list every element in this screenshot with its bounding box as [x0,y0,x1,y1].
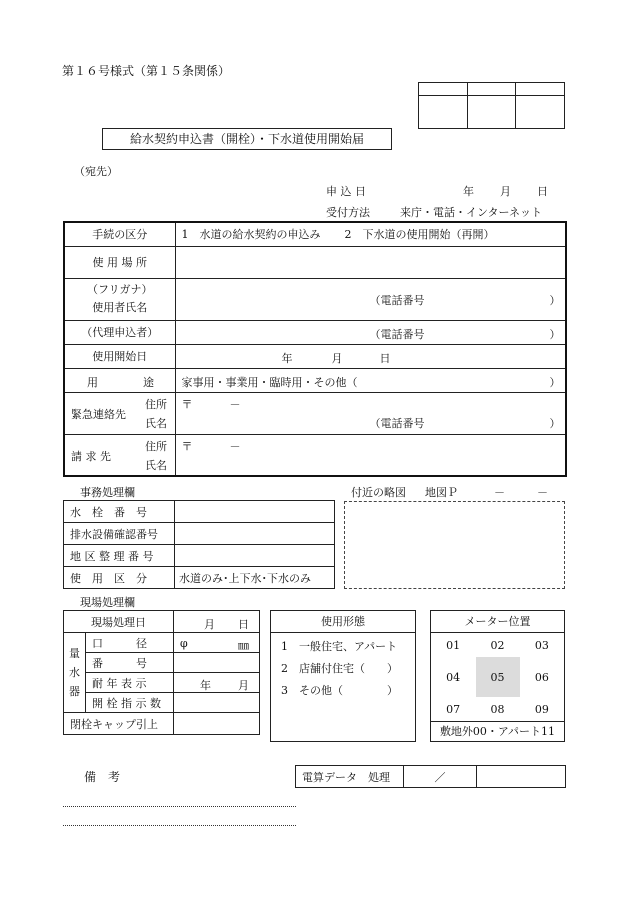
meter-position-footer: 敷地外00・アパート11 [431,721,564,742]
procedure-option-1: 1 水道の給水契約の申込み [181,228,321,242]
emergency-field[interactable] [175,392,566,434]
caliber-unit: ㎜ [238,639,249,652]
emergency-phone-close: ） [549,416,561,430]
field-heading: 現場処理欄 [80,596,135,609]
meter-number-label: 番 号 [86,653,174,673]
start-date-label: 使用開始日 [64,344,175,368]
meter-position-heading: メーター位置 [431,611,564,633]
usage-form-option-3[interactable]: 3 その他（ ） [281,684,398,697]
field-date-month: 月 [204,618,215,631]
procedure-label: 手続の区分 [64,222,175,246]
stamp-cell [419,96,468,129]
office-row-value[interactable] [175,523,335,545]
addressee: （宛先） [74,165,118,178]
meter-number-value[interactable] [174,653,260,673]
stamp-cell [419,83,468,96]
caliber-phi: φ [180,637,188,650]
field-date-label: 現場処理日 [64,611,174,633]
phone-close: ） [549,293,561,307]
stamp-cell [516,96,565,129]
usage-form-heading: 使用形態 [271,611,415,633]
stamp-cell [467,83,516,96]
meter-pos-cell[interactable]: 06 [534,670,549,684]
map-dash-1: － [494,486,505,499]
reception-label: 受付方法 [326,206,370,219]
billing-label-cell [64,434,175,476]
office-heading: 事務処理欄 [80,486,135,499]
office-row-label: 排水設備確認番号 [64,523,175,545]
remarks-line[interactable] [63,825,296,826]
form-number: 第１６号様式（第１５条関係） [62,64,231,78]
map-page-label: 地図Ｐ [425,486,458,499]
billing-postal-dash: － [229,439,241,453]
open-count-value[interactable] [174,693,260,713]
emergency-postal-dash: － [229,397,241,411]
open-count-label: 開 栓 指 示 数 [86,693,174,713]
proxy-phone-close: ） [549,327,561,341]
billing-name-label: 氏名 [145,458,167,472]
meter-pos-cell[interactable]: 03 [534,638,549,652]
phone-label: （電話番号 [369,293,425,307]
lifetime-value[interactable] [174,673,260,693]
office-table [63,500,335,589]
meter-pos-cell[interactable]: 05 [490,670,505,684]
office-row-label: 水 栓 番 号 [64,501,175,523]
cap-label: 閉栓キャップ引上 [64,713,174,735]
apply-date-label: 申 込 日 [326,185,366,198]
computer-data-slash[interactable]: ／ [404,766,477,788]
purpose-label-a: 用 [87,375,98,389]
lifetime-year: 年 [200,679,211,692]
reception-methods: 来庁・電話・インターネット [400,206,543,219]
usage-form-option-1[interactable]: 1 一般住宅、アパート [281,640,398,653]
location-label: 使 用 場 所 [64,246,175,278]
emergency-postal: 〒 [181,397,193,411]
billing-field[interactable] [175,434,566,476]
office-row-value[interactable] [175,501,335,523]
meter-position-grid [431,633,564,721]
stamp-table [418,82,565,129]
proxy-phone-label: （電話番号 [369,327,425,341]
user-name-label: 使用者氏名 [92,301,148,314]
form-title: 給水契約申込書（開栓）・下水道使用開始届 [102,128,392,150]
emergency-phone-label: （電話番号 [369,416,425,430]
field-date-day: 日 [238,618,249,631]
cap-value[interactable] [174,713,260,735]
computer-data-value[interactable] [477,766,566,788]
office-row-value[interactable] [175,545,335,567]
proxy-field[interactable] [175,320,566,344]
billing-address-label: 住所 [145,439,167,453]
billing-postal: 〒 [181,439,193,453]
remarks-label: 備 考 [84,770,121,784]
caliber-label: 口 径 [86,633,174,653]
purpose-options: 家事用・事業用・臨時用・その他（ [181,375,358,389]
procedure-option-2: 2 下水道の使用開始（再開） [344,228,495,242]
start-month: 月 [331,351,343,365]
field-table [63,610,260,735]
stamp-cell [516,83,565,96]
emergency-address-label: 住所 [145,397,167,411]
user-name-label-cell [64,278,175,320]
furigana-label: （フリガナ） [87,283,153,296]
billing-label: 請 求 先 [71,449,111,463]
meter-pos-cell[interactable]: 08 [490,702,505,716]
meter-pos-cell[interactable]: 04 [446,670,461,684]
office-row-label: 使 用 区 分 [64,567,175,589]
computer-data-label: 電算データ 処理 [296,766,404,788]
purpose-close: ） [549,375,561,389]
office-row-label: 地 区 整 理 番 号 [64,545,175,567]
meter-position-box [430,610,565,742]
start-date-field[interactable] [175,344,566,368]
apply-month: 月 [500,185,511,198]
lifetime-month: 月 [238,679,249,692]
emergency-label-cell [64,392,175,434]
meter-pos-cell[interactable]: 02 [490,638,505,652]
stamp-cell [467,96,516,129]
meter-pos-cell[interactable]: 09 [534,702,549,716]
meter-pos-cell[interactable]: 01 [446,638,461,652]
emergency-label: 緊急連絡先 [71,407,126,421]
purpose-field[interactable] [175,368,566,392]
lifetime-label: 耐 年 表 示 [86,673,174,693]
location-field[interactable] [175,246,566,278]
map-sketch-area[interactable] [344,501,565,589]
map-dash-2: － [537,486,548,499]
meter-group-label: 量 水 器 [64,633,86,713]
start-day: 日 [379,351,391,365]
user-name-field[interactable] [175,278,566,320]
proxy-label: （代理申込者） [64,320,175,344]
start-year: 年 [281,351,293,365]
purpose-label-b: 途 [143,375,154,389]
map-label: 付近の略図 [351,486,406,499]
purpose-label [64,368,175,392]
main-table [63,221,567,477]
procedure-options [175,222,566,246]
apply-year: 年 [463,185,474,198]
apply-day: 日 [537,185,548,198]
computer-data-table [295,765,566,788]
usage-type-value: 水道のみ･上下水･下水のみ [175,567,335,589]
field-date-value[interactable] [174,611,260,633]
remarks-line[interactable] [63,806,296,807]
usage-form-option-2[interactable]: 2 店舗付住宅（ ） [281,662,398,675]
usage-form-box [270,610,416,742]
emergency-name-label: 氏名 [145,416,167,430]
caliber-value[interactable] [174,633,260,653]
meter-pos-cell[interactable]: 07 [446,702,461,716]
